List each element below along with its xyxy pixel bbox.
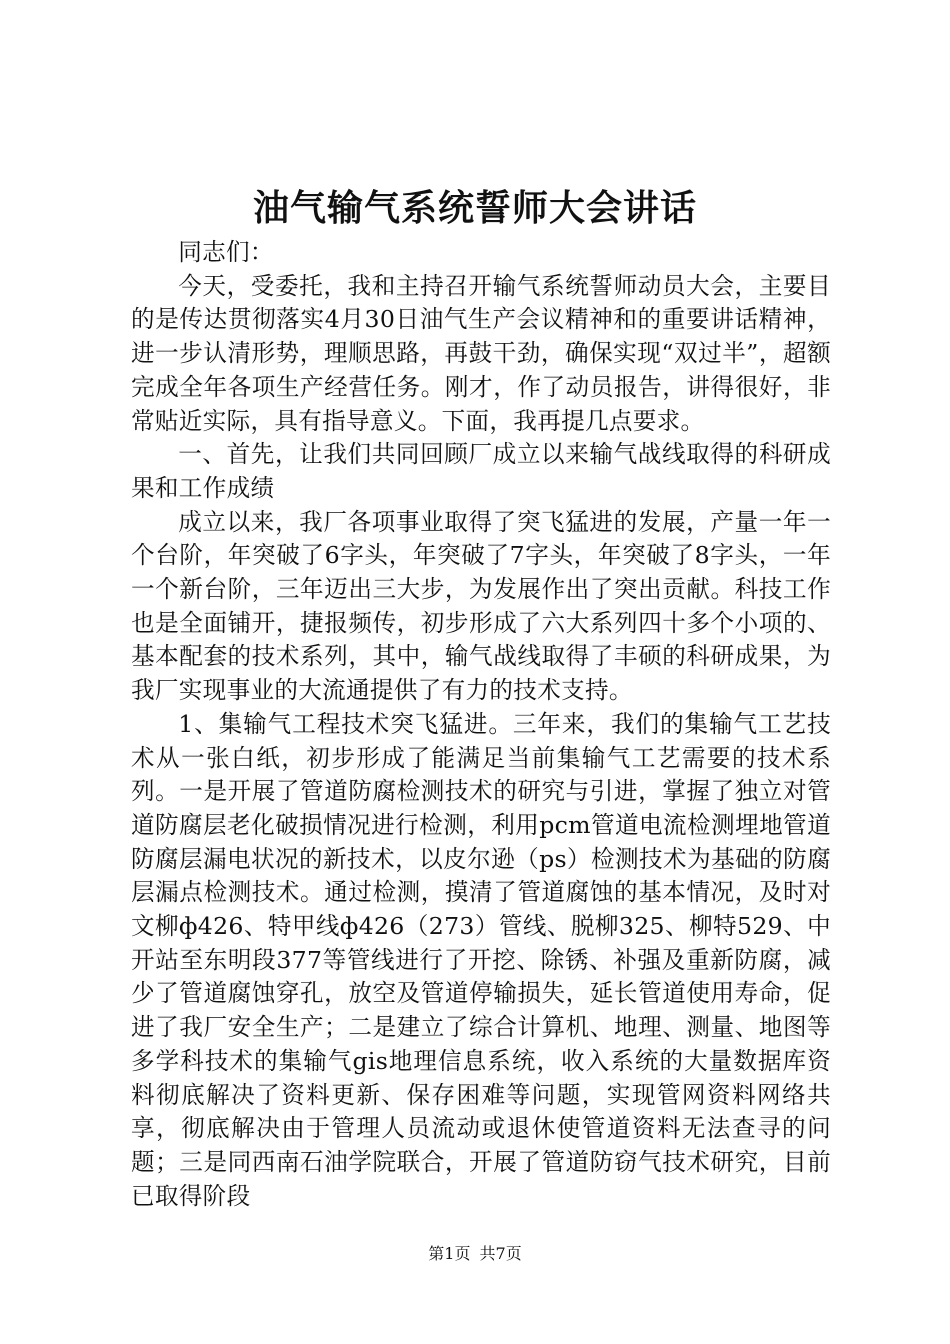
body-paragraph: 1、集输气工程技术突飞猛进。三年来，我们的集输气工艺技术从一张白纸，初步形成了能满足当前集输气工艺需要的技术系列。一是开展了管道防腐检测技术的研究与引进，掌握了独立对管道防腐层老化破损情况进行检测，利用pcm管道电流检测埋地管道防腐层漏电状况的新技术，以皮尔逊（ps）检测技术为基础的防腐层漏点检测技术。通过检测，摸清了管道腐蚀的基本情况，及时对文柳ф426、特甲线ф426（273）管线、脱柳325、柳特529、中开站至东明段377等管线进行了开挖、除锈、补强及重新防腐，减少了管道腐蚀穿孔，放空及管道停输损失，延长管道使用寿命，促进了我厂安全生产；二是建立了综合计算机、地理、测量、地图等多学科技术的集输气gis地理信息系统，收入系统的大量数据库资料彻底解决了资料更新、保存困难等问题，实现管网资料网络共享，彻底解决由于管理人员流动或退休使管道资料无法查寻的问题；三是同西南石油学院联合，开展了管道防窃气技术研究，目前已取得阶段	[131, 709, 831, 1210]
page-number: 第1页	[428, 1244, 471, 1263]
document-body	[131, 236, 831, 1213]
section-heading-paragraph: 一、首先，让我们共同回顾厂成立以来输气战线取得的科研成果和工作成绩	[131, 440, 831, 502]
page-total: 共7页	[479, 1244, 522, 1263]
salutation-paragraph: 同志们：	[178, 238, 274, 266]
body-paragraph: 今天，受委托，我和主持召开输气系统誓师动员大会，主要目的是传达贯彻落实4月30日油气生产会议精神和的重要讲话精神，进一步认清形势，理顺思路，再鼓干劲，确保实现“双过半”，超额完成全年各项生产经营任务。刚才，作了动员报告，讲得很好，非常贴近实际，具有指导意义。下面，我再提几点要求。	[131, 271, 831, 435]
body-paragraph: 成立以来，我厂各项事业取得了突飞猛进的发展，产量一年一个台阶，年突破了6字头，年突破了7字头，年突破了8字头，一年一个新台阶，三年迈出三大步，为发展作出了突出贡献。科技工作也是全面铺开，捷报频传，初步形成了六大系列四十多个小项的、基本配套的技术系列，其中，输气战线取得了丰硕的科研成果，为我厂实现事业的大流通提供了有力的技术支持。	[131, 507, 831, 705]
page-footer	[0, 1243, 950, 1265]
document-title: 油气输气系统誓师大会讲话	[252, 187, 697, 229]
